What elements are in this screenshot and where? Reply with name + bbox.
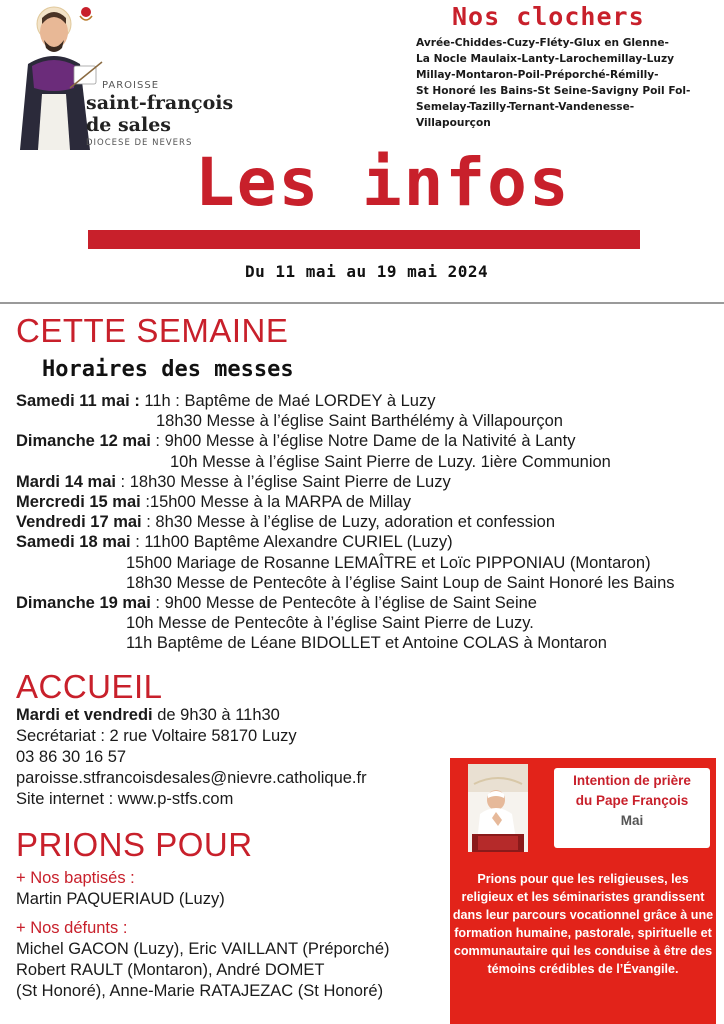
schedule-text: : 9h00 Messe de Pentecôte à l’église de Saint Seine bbox=[150, 594, 537, 613]
schedule-row bbox=[16, 573, 724, 593]
schedule-text: :15h00 Messe à la MARPA de Millay bbox=[140, 493, 411, 512]
date-range: Du 11 mai au 19 mai 2024 bbox=[245, 262, 489, 281]
schedule-row bbox=[16, 532, 724, 552]
schedule-day: Samedi 18 mai bbox=[16, 533, 131, 552]
schedule-text: 18h30 Messe à l’église Saint Barthélémy à Villapourçon bbox=[156, 412, 563, 431]
schedule-row bbox=[16, 391, 724, 411]
schedule-row bbox=[16, 593, 724, 613]
accueil-address: Secrétariat : 2 rue Voltaire 58170 Luzy bbox=[16, 727, 297, 745]
parish-name-line1: saint-françois bbox=[86, 92, 234, 114]
schedule-text: 18h30 Messe de Pentecôte à l’église Saint Loup de Saint Honoré les Bains bbox=[126, 573, 675, 592]
mass-schedule-subtitle: Horaires des messes bbox=[42, 357, 294, 382]
intention-title-line1: Intention de prière bbox=[573, 773, 691, 788]
clochers-list bbox=[416, 35, 722, 131]
schedule-row bbox=[16, 431, 724, 451]
schedule-text: 11h : Baptême de Maé LORDEY à Luzy bbox=[139, 392, 436, 410]
schedule-row bbox=[16, 633, 724, 653]
clochers-title: Nos clochers bbox=[452, 2, 645, 31]
schedule-row bbox=[16, 472, 724, 492]
defunts-label: + Nos défunts : bbox=[16, 919, 128, 937]
schedule-text: 10h Messe à l’église Saint Pierre de Luzy. 1ière Communion bbox=[170, 452, 611, 471]
schedule-day: Samedi 11 mai : bbox=[16, 392, 140, 410]
semaine-title: CETTE SEMAINE bbox=[16, 312, 289, 349]
prayer-text: Prions pour que les religieuses, les religieux et les séminaristes grandissent dans leur parcours vocationnel grâce à une formation humaine, pastorale, spirituelle et communautaire qui les conduise à être des témoins crédibles de l’Évangile. bbox=[452, 872, 714, 976]
schedule-day: Mercredi 15 mai bbox=[16, 493, 141, 512]
schedule-text: 15h00 Mariage de Rosanne LEMAÎTRE et Loïc PIPPONIAU (Montaron) bbox=[126, 553, 651, 572]
page-title: Les infos bbox=[195, 144, 571, 221]
accueil-time: de 9h30 à 11h30 bbox=[152, 706, 280, 724]
accueil-email: paroisse.stfrancoisdesales@nievre.catholique.fr bbox=[16, 769, 367, 787]
accueil-website: Site internet : www.p-stfs.com bbox=[16, 790, 234, 808]
parish-name-line2: de sales bbox=[86, 114, 171, 136]
prions-list bbox=[16, 868, 456, 1002]
intention-title-line2: du Pape François bbox=[575, 793, 689, 808]
schedule-row bbox=[16, 452, 724, 472]
clochers-line: La Nocle Maulaix-Lanty-Larochemillay-Luzy bbox=[416, 53, 675, 65]
schedule-text: 10h Messe de Pentecôte à l’église Saint Pierre de Luzy. bbox=[126, 614, 534, 633]
defunts-line: (St Honoré), Anne-Marie RATAJEZAC (St Honoré) bbox=[16, 982, 384, 1000]
accueil-days: Mardi et vendredi bbox=[16, 706, 153, 724]
prions-title: PRIONS POUR bbox=[16, 826, 253, 863]
clochers-line: Villapourçon bbox=[416, 117, 491, 129]
schedule-day: Dimanche 12 mai bbox=[16, 432, 151, 451]
pope-praying-icon bbox=[468, 764, 528, 852]
schedule-row bbox=[16, 411, 724, 431]
schedule-row bbox=[16, 492, 724, 512]
accueil-title: ACCUEIL bbox=[16, 668, 163, 705]
schedule-day: Dimanche 19 mai bbox=[16, 594, 151, 613]
accueil-hours bbox=[16, 705, 367, 726]
clochers-line: St Honoré les Bains-St Seine-Savigny Poil Fol- bbox=[416, 85, 691, 97]
pope-photo bbox=[468, 764, 528, 852]
intention-card bbox=[554, 768, 710, 848]
baptises-label: + Nos baptisés : bbox=[16, 869, 135, 887]
schedule-text: : 18h30 Messe à l’église Saint Pierre de Luzy bbox=[115, 472, 451, 491]
prayer-intention-box bbox=[450, 758, 716, 1024]
schedule-text: : 8h30 Messe à l’église de Luzy, adoration et confession bbox=[141, 513, 556, 532]
defunts-line: Robert RAULT (Montaron), André DOMET bbox=[16, 961, 325, 979]
schedule-day: Mardi 14 mai bbox=[16, 472, 116, 491]
parish-label: PAROISSE bbox=[102, 80, 160, 91]
clochers-line: Avrée-Chiddes-Cuzy-Fléty-Glux en Glenne- bbox=[416, 37, 669, 49]
baptises-names: Martin PAQUERIAUD (Luzy) bbox=[16, 890, 225, 908]
schedule-row bbox=[16, 512, 724, 532]
schedule-text: : 9h00 Messe à l’église Notre Dame de la Nativité à Lanty bbox=[150, 432, 576, 451]
accueil-info bbox=[16, 705, 367, 810]
schedule-text: : 11h00 Baptême Alexandre CURIEL (Luzy) bbox=[130, 533, 453, 552]
schedule-row bbox=[16, 613, 724, 633]
mass-schedule bbox=[16, 391, 724, 654]
schedule-day: Vendredi 17 mai bbox=[16, 513, 142, 532]
defunts-line: Michel GACON (Luzy), Eric VAILLANT (Préporché) bbox=[16, 940, 390, 958]
schedule-text: 11h Baptême de Léane BIDOLLET et Antoine COLAS à Montaron bbox=[126, 634, 607, 653]
diocese-label: DIOCESE DE NEVERS bbox=[86, 138, 193, 148]
parish-logo bbox=[6, 4, 234, 150]
title-underline-bar bbox=[88, 230, 640, 249]
schedule-row bbox=[16, 553, 724, 573]
clochers-line: Millay-Montaron-Poil-Préporché-Rémilly- bbox=[416, 69, 659, 81]
accueil-phone: 03 86 30 16 57 bbox=[16, 748, 127, 766]
intention-month: Mai bbox=[620, 813, 644, 828]
header-divider bbox=[0, 302, 724, 304]
clochers-line: Semelay-Tazilly-Ternant-Vandenesse- bbox=[416, 101, 635, 113]
